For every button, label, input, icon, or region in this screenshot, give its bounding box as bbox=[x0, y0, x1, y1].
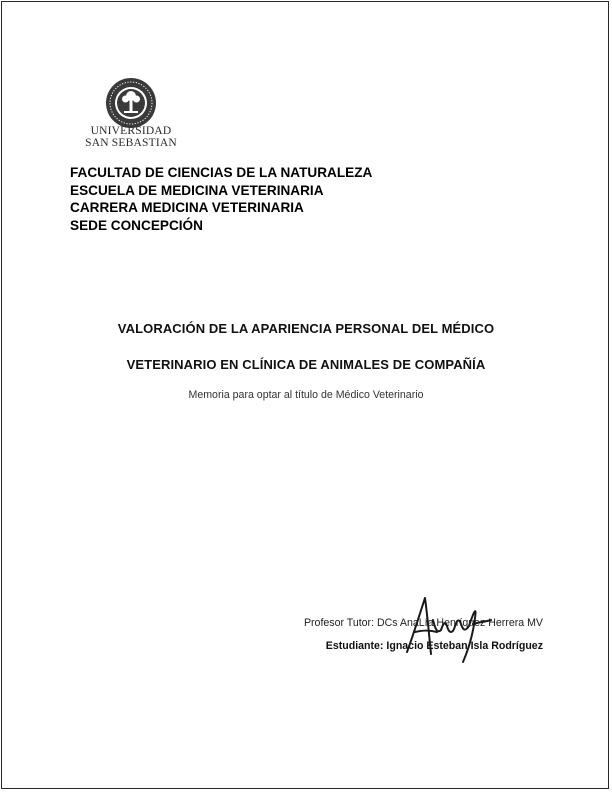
signature-icon bbox=[395, 590, 495, 668]
tutor-line: Profesor Tutor: DCs AnaLía Henríquez Herrera MV bbox=[303, 617, 543, 629]
thesis-title-line1: VALORACIÓN DE LA APARIENCIA PERSONAL DEL MÉDICO bbox=[117, 321, 495, 336]
university-name-line2: SAN SEBASTIAN bbox=[85, 137, 177, 149]
student-line: Estudiante: Ignacio Esteban Isla Rodríguez bbox=[325, 640, 543, 652]
university-name-line1: UNIVERSIDAD bbox=[90, 125, 172, 137]
thesis-title-line2: VETERINARIO EN CLÍNICA DE ANIMALES DE COMPAÑÍA bbox=[126, 357, 486, 372]
university-crest-icon bbox=[104, 76, 158, 130]
faculty-block bbox=[70, 164, 372, 234]
campus-line: SEDE CONCEPCIÓN bbox=[70, 217, 203, 233]
career-line: CARRERA MEDICINA VETERINARIA bbox=[70, 200, 304, 215]
university-name bbox=[80, 125, 182, 149]
faculty-line: FACULTAD DE CIENCIAS DE LA NATURALEZA bbox=[70, 165, 373, 180]
school-line: ESCUELA DE MEDICINA VETERINARIA bbox=[70, 182, 324, 198]
thesis-subtitle: Memoria para optar al título de Médico Veterinario bbox=[188, 389, 424, 401]
